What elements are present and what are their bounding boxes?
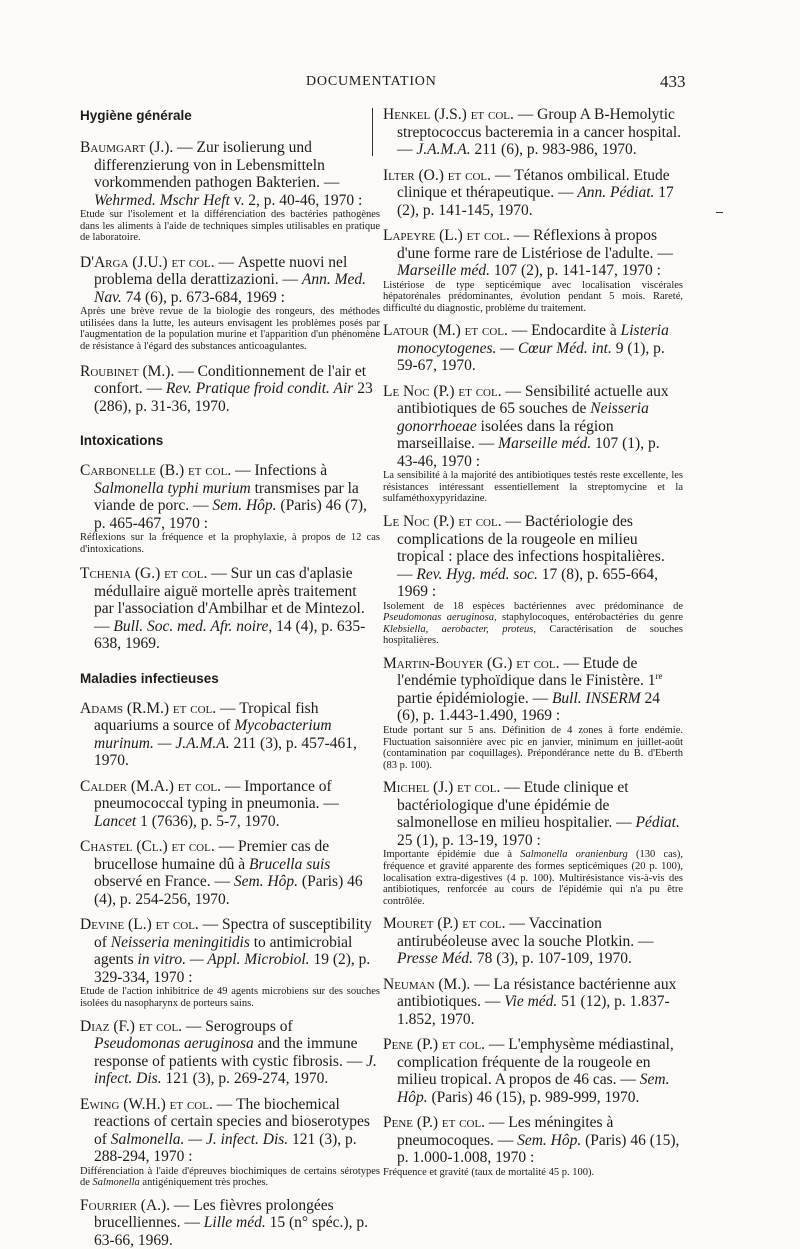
entry-citation: 121 (3), p. 269-274, 1970.: [161, 1070, 329, 1088]
entry-author: Neuman (M.). —: [383, 975, 494, 993]
entry-author: D'Arga (J.U.) et col. —: [80, 253, 238, 271]
entry-author: Roubinet (M.). —: [80, 362, 198, 380]
entry-title: and the immune response of patients with cystic fibrosis. —: [94, 1035, 367, 1070]
entry-author: Adams (R.M.) et col. —: [80, 699, 240, 717]
reference-entry: [80, 139, 380, 209]
entry-title: La résistance bactérienne aux antibiotiques. —: [397, 975, 677, 1011]
entry-journal: Marseille méd.: [498, 435, 592, 453]
entry-journal: Vie méd.: [504, 993, 558, 1011]
entry-abstract: [80, 532, 380, 555]
entry-abstract: [383, 725, 683, 771]
left-column: [80, 100, 380, 1249]
entry-title: Sensibilité actuelle aux antibiotiques de 65 souches de: [397, 382, 669, 418]
reference-entry: [80, 778, 380, 831]
entry-abstract: [383, 1167, 683, 1179]
entry-author: Le Noc (P.) et col. —: [383, 382, 525, 400]
entry-abstract: [80, 986, 380, 1009]
reference-entry: [383, 1036, 683, 1106]
entry-title: Tétanos ombilical. Etude clinique et thérapeutique. —: [397, 166, 670, 201]
entry-journal: Sem. Hôp.: [212, 497, 277, 515]
entry-journal: Rev. Pratique froid condit. Air: [165, 380, 354, 398]
entry-author: Baumgart (J.). —: [80, 139, 197, 156]
abstract-part: (130 cas), fréquence et gravité apparente des formes septicémiques (20 p. 100), localisation extra-digestives (4 p. 100). Multirésistance vis-à-vis des antibiotiques, renforcée au cours de l'épidémie qui n'a pu être contrôlée.: [383, 849, 683, 907]
entry-abstract: [383, 849, 683, 907]
abstract-text: Etude sur l'isolement et la différenciation des bactéries pathogènes dans les aliments à l'aide de techniques simples utilisables en pratique de laboratoire.: [80, 209, 380, 244]
entry-citation: 107 (1), p. 43-46, 1970 :: [397, 435, 660, 470]
reference-entry: [383, 106, 683, 159]
reference-entry: [383, 383, 683, 471]
entry-author: Diaz (F.) et col. —: [80, 1017, 206, 1035]
entry-journal: J.A.M.A.: [416, 141, 471, 158]
entry-author: Tchenia (G.) et col. —: [80, 565, 231, 583]
entry-citation: 107 (2), p. 141-147, 1970 :: [489, 262, 661, 279]
entry-title: Les fièvres prolongées brucelliennes. —: [94, 1196, 334, 1232]
entry-author: Chastel (Cl.) et col. —: [80, 838, 238, 856]
entry-author: Carbonelle (B.) et col. —: [80, 462, 255, 480]
running-title: DOCUMENTATION: [306, 74, 437, 89]
entry-citation: (Paris) 46 (15), p. 989-999, 1970.: [427, 1088, 640, 1106]
entry-journal: Ann. Pédiat.: [577, 184, 655, 201]
entry-author: Henkel (J.S.) et col. —: [383, 106, 538, 123]
entry-journal: Listeria monocytogenes. — Cœur Méd. int.: [397, 322, 669, 357]
entry-title: partie épidémiologie. —: [397, 689, 552, 707]
entry-citation: 17 (2), p. 141-145, 1970.: [397, 184, 674, 219]
reference-entry: [383, 1114, 683, 1167]
abstract-italic: Klebsiella, aerobacter, proteus,: [383, 623, 536, 635]
reference-entry: [80, 916, 380, 986]
section-title-maladies: Maladies infectieuses: [80, 670, 219, 686]
reference-entry: [80, 838, 380, 908]
entry-journal: Rev. Hyg. méd. soc.: [416, 565, 538, 583]
entry-italic: Brucella suis: [248, 855, 331, 873]
entry-title: Infections à: [254, 462, 328, 480]
entry-author: Pene (P.) et col. —: [383, 1036, 509, 1054]
reference-entry: [80, 1096, 380, 1166]
entry-journal: Ann. Med. Nav.: [94, 271, 367, 306]
reference-entry: [383, 513, 683, 601]
entry-title: Vaccination antirubéoleuse avec la souche Plotkin. —: [397, 915, 654, 950]
right-column: [383, 100, 683, 1178]
entry-journal: Lille méd.: [203, 1214, 266, 1232]
abstract-text: Etude de l'action inhibitrice de 49 agents microbiens sur des souches isolées du nasopharynx de porteurs sains.: [80, 986, 380, 1009]
abstract-part: Différenciation à l'aide d'épreuves biochimiques de certains sérotypes de: [80, 1165, 380, 1189]
entry-title: Etude clinique et bactériologique d'une épidémie de salmonellose en milieu hospitalier. —: [397, 779, 636, 832]
reference-entry: [383, 227, 683, 280]
abstract-part: staphylocoques, entérobactéries du genre: [496, 612, 683, 624]
entry-citation: 74 (6), p. 673-684, 1969 :: [121, 288, 285, 306]
entry-title: The biochemical reactions of certain species and bioserotypes of: [94, 1095, 370, 1148]
reference-entry: [80, 1018, 380, 1088]
entry-title: Importance of pneumococcal typing in pneumonia. —: [94, 777, 339, 813]
entry-author: Mouret (P.) et col. —: [383, 915, 529, 933]
entry-citation: 51 (12), p. 1.837-1.852, 1970.: [397, 993, 670, 1028]
entry-citation: 17 (8), p. 655-664, 1969 :: [397, 565, 659, 601]
entry-title: Serogroups of: [205, 1017, 293, 1035]
entry-journal: Sem. Hôp.: [517, 1131, 582, 1149]
section-title-hygiene: Hygiène générale: [80, 108, 192, 123]
entry-title: Premier cas de brucellose humaine dû à: [94, 838, 330, 873]
entry-journal: J. infect. Dis.: [94, 1052, 377, 1088]
reference-entry: [80, 565, 380, 653]
reference-entry: [80, 462, 380, 532]
entry-title: to antimicrobial agents: [94, 933, 353, 969]
abstract-part: Importante épidémie due à: [383, 849, 521, 861]
abstract-text: [383, 601, 683, 647]
reference-entry: [80, 363, 380, 416]
reference-entry: [383, 322, 683, 375]
entry-title: Sur un cas d'aplasie médullaire aiguë mortelle après traitement par l'association d'Ambilhar et de Mintezol. —: [94, 565, 365, 635]
entry-title: isolées dans la région marseillaise. —: [397, 417, 614, 453]
entry-author: Lapeyre (L.) et col. —: [383, 227, 534, 244]
section-title-intoxications: Intoxications: [80, 433, 164, 449]
page-number: 433: [660, 72, 686, 91]
entry-citation: (Paris) 46 (15), p. 1.000-1.008, 1970 :: [397, 1131, 680, 1167]
abstract-part: Caractérisation de souches hospitalières.: [383, 623, 683, 647]
entry-journal: Lancet: [94, 812, 137, 830]
entry-title: transmises par la viande de porc. —: [94, 479, 359, 515]
margin-dash: [716, 212, 723, 213]
entry-title: Conditionnement de l'air et confort. —: [94, 362, 367, 398]
entry-title: Zur isolierung und differenzierung von in Lebensmitteln vorkommenden pathogen Bakterien. —: [94, 139, 340, 191]
entry-journal: Pédiat.: [635, 814, 680, 832]
page-header: [0, 72, 800, 94]
entry-journal: Mycobacterium murinum. — J.A.M.A.: [94, 717, 332, 752]
entry-author: Pene (P.) et col. —: [383, 1114, 509, 1132]
entry-citation: 14 (4), p. 635-638, 1969.: [94, 617, 366, 653]
entry-abstract: [383, 470, 683, 505]
abstract-italic: Salmonella oranienburg: [520, 849, 628, 861]
abstract-text: Réflexions sur la fréquence et la prophylaxie, à propos de 12 cas d'intoxications.: [80, 532, 380, 555]
abstract-text: Après une brève revue de la biologie des rongeurs, des méthodes utilisées dans la lutte, les auteurs envisagent les problèmes posés par l'augmentation de la population murine et l'apparition d'un phénomène de résistance à l'égard des substances anticoagulantes.: [80, 306, 380, 353]
entry-author: Latour (M.) et col. —: [383, 322, 532, 340]
entry-title: Bactériologie des complications de la rougeole en milieu tropical : place des infections hospitalières. —: [397, 513, 665, 583]
entry-journal: Wehrmed. Mschr Heft: [94, 191, 230, 209]
entry-citation: 121 (3), p. 288-294, 1970 :: [94, 1130, 357, 1166]
entry-citation: (Paris) 46 (7), p. 465-467, 1970 :: [94, 497, 367, 532]
reference-entry: [80, 700, 380, 770]
ordinal-superscript: re: [655, 671, 663, 682]
abstract-part: antigéniquement très proches.: [139, 1177, 269, 1189]
reference-entry: [383, 167, 683, 220]
entry-citation: 78 (3), p. 107-109, 1970.: [473, 950, 632, 968]
abstract-italic: Salmonella: [92, 1177, 140, 1189]
entry-author: Ilter (O.) et col. —: [383, 166, 515, 184]
entry-journal: in vitro. — Appl. Microbiol.: [137, 951, 310, 969]
entry-italic: Neisseria gonorrhoeae: [397, 400, 649, 435]
entry-title: Endocardite à: [531, 322, 621, 340]
entry-author: Michel (J.) et col. —: [383, 779, 524, 797]
entry-title: Tropical fish aquariums a source of: [94, 699, 319, 735]
abstract-part: Isolement de 18 espèces bactériennes avec prédominance de: [383, 600, 683, 612]
entry-journal: Presse Méd.: [397, 950, 474, 968]
entry-citation: 211 (6), p. 983-986, 1970.: [470, 141, 637, 158]
entry-author: Martin-Bouyer (G.) et col. —: [383, 654, 583, 672]
entry-title: Aspette nuovi nel problema della derattizazioni. —: [94, 253, 348, 289]
entry-citation: 15 (n° spéc.), p. 63-66, 1969.: [94, 1214, 368, 1249]
abstract-text: Fréquence et gravité (taux de mortalité 45 p. 100).: [383, 1166, 595, 1178]
entry-abstract: [80, 306, 380, 352]
entry-citation: (Paris) 46 (4), p. 254-256, 1970.: [94, 873, 363, 908]
abstract-text: Etude portant sur 5 ans. Définition de 4 zones à forte endémie. Fluctuation saisonnière avec pic en janvier, minimum en juillet-août (contamination par coquillages). Prépondérance nette du B. d'Eberth (83 p. 100).: [383, 724, 683, 771]
entry-abstract: [383, 601, 683, 647]
entry-journal: Sem. Hôp.: [397, 1071, 670, 1106]
entry-journal: Salmonella. — J. infect. Dis.: [110, 1130, 289, 1148]
entry-abstract: [80, 209, 380, 244]
entry-citation: 24 (6), p. 1.443-1.490, 1969 :: [397, 689, 661, 725]
entry-title: Spectra of susceptibility of: [94, 916, 372, 951]
reference-entry: [80, 254, 380, 307]
abstract-text: Listériose de type septicémique avec localisation viscérales hépatorénales prédominantes, évolution pendant 5 mois. Rareté, difficulté du diagnostic, problème du traitement.: [383, 279, 683, 314]
entry-title: Etude de l'endémie typhoïdique dans le Finistère. 1: [397, 654, 656, 690]
reference-entry: [80, 1197, 380, 1249]
entry-journal: Bull. INSERM: [551, 689, 641, 707]
entry-citation: 9 (1), p. 59-67, 1970.: [397, 339, 665, 375]
entry-italic: Neisseria meningitidis: [110, 933, 250, 951]
entry-citation: 25 (1), p. 13-19, 1970 :: [397, 831, 541, 849]
entry-italic: Salmonella typhi murium: [94, 479, 251, 497]
entry-citation: v. 2, p. 40-46, 1970 :: [229, 191, 363, 209]
entry-author: Devine (L.) et col. —: [80, 916, 223, 934]
entry-title: Les méningites à pneumocoques. —: [397, 1114, 614, 1149]
reference-entry: [383, 779, 683, 849]
abstract-text: La sensibilité à la majorité des antibiotiques testés reste excellente, les résistances intéressant essentiellement la streptomycine et la sulfaméthoxypyridazine.: [383, 470, 683, 505]
entry-citation: 211 (3), p. 457-461, 1970.: [94, 734, 357, 770]
reference-entry: [383, 976, 683, 1029]
entry-journal: Sem. Hôp.: [233, 873, 299, 891]
reference-entry: [383, 655, 683, 725]
abstract-text: [80, 1166, 380, 1189]
entry-author: Fourrier (A.). —: [80, 1196, 194, 1214]
entry-citation: 19 (2), p. 329-334, 1970 :: [94, 951, 371, 986]
entry-abstract: [383, 280, 683, 315]
entry-italic: Pseudomonas aeruginosa: [94, 1035, 254, 1053]
abstract-italic: Pseudomonas aeruginosa,: [383, 612, 497, 624]
entry-title: L'emphysème médiastinal, complication fréquente de la rougeole en milieu tropical. A propos de 46 cas. —: [397, 1036, 674, 1089]
entry-journal: Marseille méd.: [397, 262, 490, 279]
entry-abstract: [80, 1166, 380, 1189]
abstract-text: [383, 849, 683, 907]
entry-author: Ewing (W.H.) et col. —: [80, 1095, 237, 1113]
entry-citation: 23 (286), p. 31-36, 1970.: [94, 380, 373, 415]
entry-author: Le Noc (P.) et col. —: [383, 513, 525, 531]
entry-title: Group A B-Hemolytic streptococcus bacteremia in a cancer hospital. —: [397, 106, 682, 158]
entry-title: Réflexions à propos d'une forme rare de Listériose de l'adulte. —: [397, 227, 673, 262]
entry-citation: 1 (7636), p. 5-7, 1970.: [136, 812, 280, 830]
entry-journal: Bull. Soc. med. Afr. noire,: [113, 617, 273, 635]
entry-author: Calder (M.A.) et col. —: [80, 777, 245, 795]
reference-entry: [383, 915, 683, 968]
entry-title: observé en France. —: [94, 873, 234, 891]
